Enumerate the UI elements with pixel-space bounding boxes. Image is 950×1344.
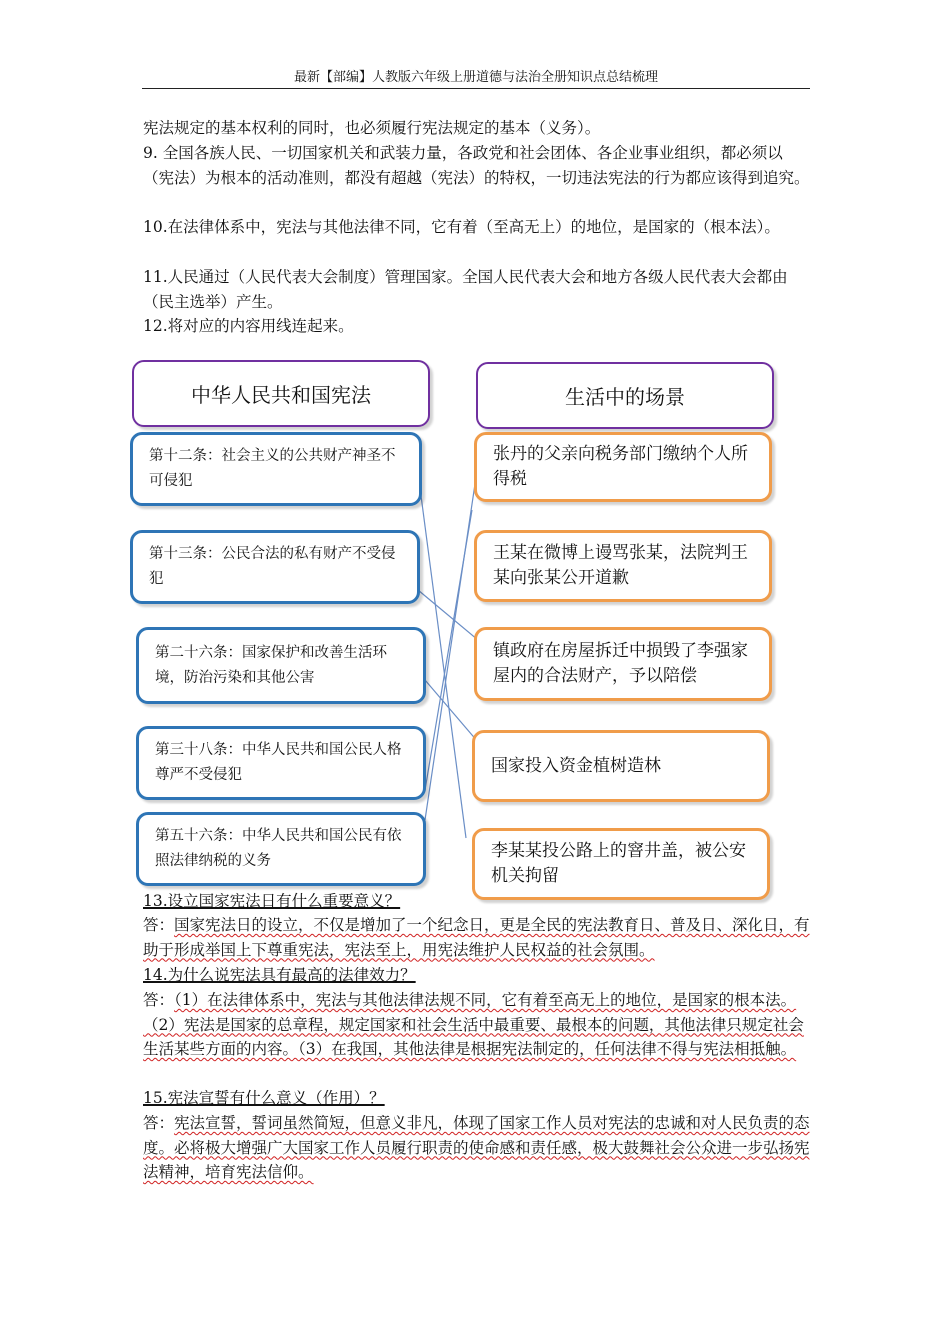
answer-prefix: 答： <box>143 991 175 1009</box>
right-item-afforestation: 国家投入资金植树造林 <box>472 730 770 802</box>
answer-13 <box>143 913 811 962</box>
left-item-article-26: 第二十六条：国家保护和改善生活环境，防治污染和其他公害 <box>136 627 426 704</box>
answer-text: 国家宪法日的设立，不仅是增加了一个纪念日，更是全民的宪法教育日、普及日、深化日，有助于形成举国上下尊重宪法，宪法至上，用宪法维护人民权益的社会氛围。 <box>143 916 810 959</box>
paragraph-9: 9. 全国各族人民、一切国家机关和武装力量，各政党和社会团体、各企业事业组织，都必须以（宪法）为根本的活动准则，都没有超越（宪法）的特权，一切违法宪法的行为都应该得到追究。 <box>143 144 810 187</box>
connector-line <box>425 484 475 820</box>
left-item-article-56: 第五十六条：中华人民共和国公民有依照法律纳税的义务 <box>136 812 426 886</box>
left-item-article-12: 第十二条：社会主义的公共财产神圣不可侵犯 <box>130 432 422 506</box>
right-title-box: 生活中的场景 <box>476 362 774 429</box>
paragraph-10: 10.在法律体系中，宪法与其他法律不同，它有着（至高无上）的地位，是国家的（根本法）。 <box>143 218 780 236</box>
right-item-manhole: 李某某投公路上的窨井盖，被公安机关拘留 <box>472 828 770 900</box>
connector-line <box>425 680 478 742</box>
paragraph-12: 12.将对应的内容用线连起来。 <box>143 317 354 335</box>
answer-text: （1）在法律体系中，宪法与其他法律法规不同，它有着至高无上的地位，是国家的根本法。（2）宪法是国家的总章程，规定国家和社会生活中最重要、最根本的问题，其他法律只规定社会生活某些方面的内容。（3）在我国，其他法律是根据宪法制定的，任何法律不得与宪法相抵触。 <box>143 991 804 1058</box>
answer-prefix: 答： <box>143 916 175 934</box>
question-15: 15.宪法宣誓有什么意义（作用）？ <box>143 1089 385 1107</box>
page-header: 最新【部编】人教版六年级上册道德与法治全册知识点总结梳理 <box>142 70 810 89</box>
answer-text: 宪法宣誓，誓词虽然简短，但意义非凡，体现了国家工作人员对宪法的忠诚和对人民负责的态度。必将极大增强广大国家工作人员履行职责的使命感和责任感，极大鼓舞社会公众进一步弘扬宪法精神，培育宪法信仰。 <box>143 1114 810 1181</box>
left-item-article-38: 第三十八条：中华人民共和国公民人格尊严不受侵犯 <box>136 726 426 800</box>
connector-line <box>418 590 478 640</box>
connector-line <box>420 488 466 838</box>
answer-prefix: 答： <box>143 1114 175 1132</box>
question-13: 13.设立国家宪法日有什么重要意义？ <box>143 892 401 910</box>
right-item-demolition: 镇政府在房屋拆迁中损毁了李强家屋内的合法财产，予以陪偿 <box>474 627 772 701</box>
answer-15 <box>143 1111 811 1185</box>
paragraph-8-tail: 宪法规定的基本权利的同时，也必须履行宪法规定的基本（义务）。 <box>143 119 601 137</box>
question-14: 14.为什么说宪法具有最高的法律效力？ <box>143 966 416 984</box>
right-item-tax: 张丹的父亲向税务部门缴纳个人所得税 <box>474 432 772 502</box>
left-title-box: 中华人民共和国宪法 <box>132 360 430 427</box>
answer-14 <box>143 988 811 1062</box>
left-item-article-13: 第十三条：公民合法的私有财产不受侵犯 <box>130 530 420 604</box>
right-item-weibo: 王某在微博上谩骂张某，法院判王某向张某公开道歉 <box>474 530 772 602</box>
paragraph-11: 11.人民通过（人民代表大会制度）管理国家。全国人民代表大会和地方各级人民代表大会都由（民主选举）产生。 <box>143 268 788 311</box>
